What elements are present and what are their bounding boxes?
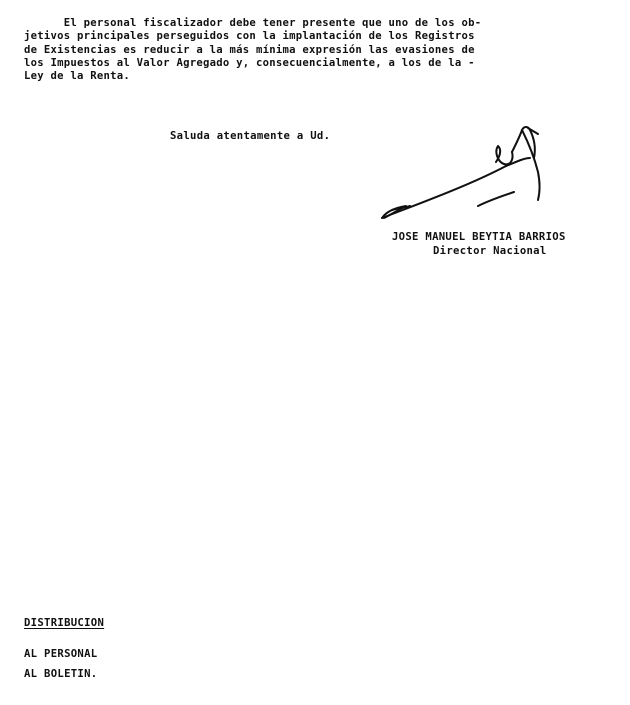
body-line: jetivos principales perseguidos con la implantación de los Registros: [24, 30, 475, 43]
distribution-list: [24, 644, 97, 684]
body-line: El personal fiscalizador debe tener presente que uno de los ob-: [24, 17, 482, 29]
body-line: de Existencias es reducir a la más mínima expresión las evasiones de: [24, 43, 475, 56]
distribution-item: AL PERSONAL: [24, 648, 98, 660]
body-line: Ley de la Renta.: [24, 70, 131, 83]
distribution-heading: DISTRIBUCION: [24, 617, 105, 629]
signatory-name: JOSE MANUEL BEYTIA BARRIOS: [392, 231, 566, 243]
body-paragraph: [24, 17, 606, 83]
signatory-title: Director Nacional: [433, 245, 547, 257]
closing-salutation: Saluda atentamente a Ud.: [170, 130, 331, 142]
handwritten-signature: [378, 122, 553, 224]
body-line: los Impuestos al Valor Agregado y, consecuencialmente, a los de la -: [24, 56, 475, 69]
distribution-item: AL BOLETIN.: [24, 668, 98, 680]
